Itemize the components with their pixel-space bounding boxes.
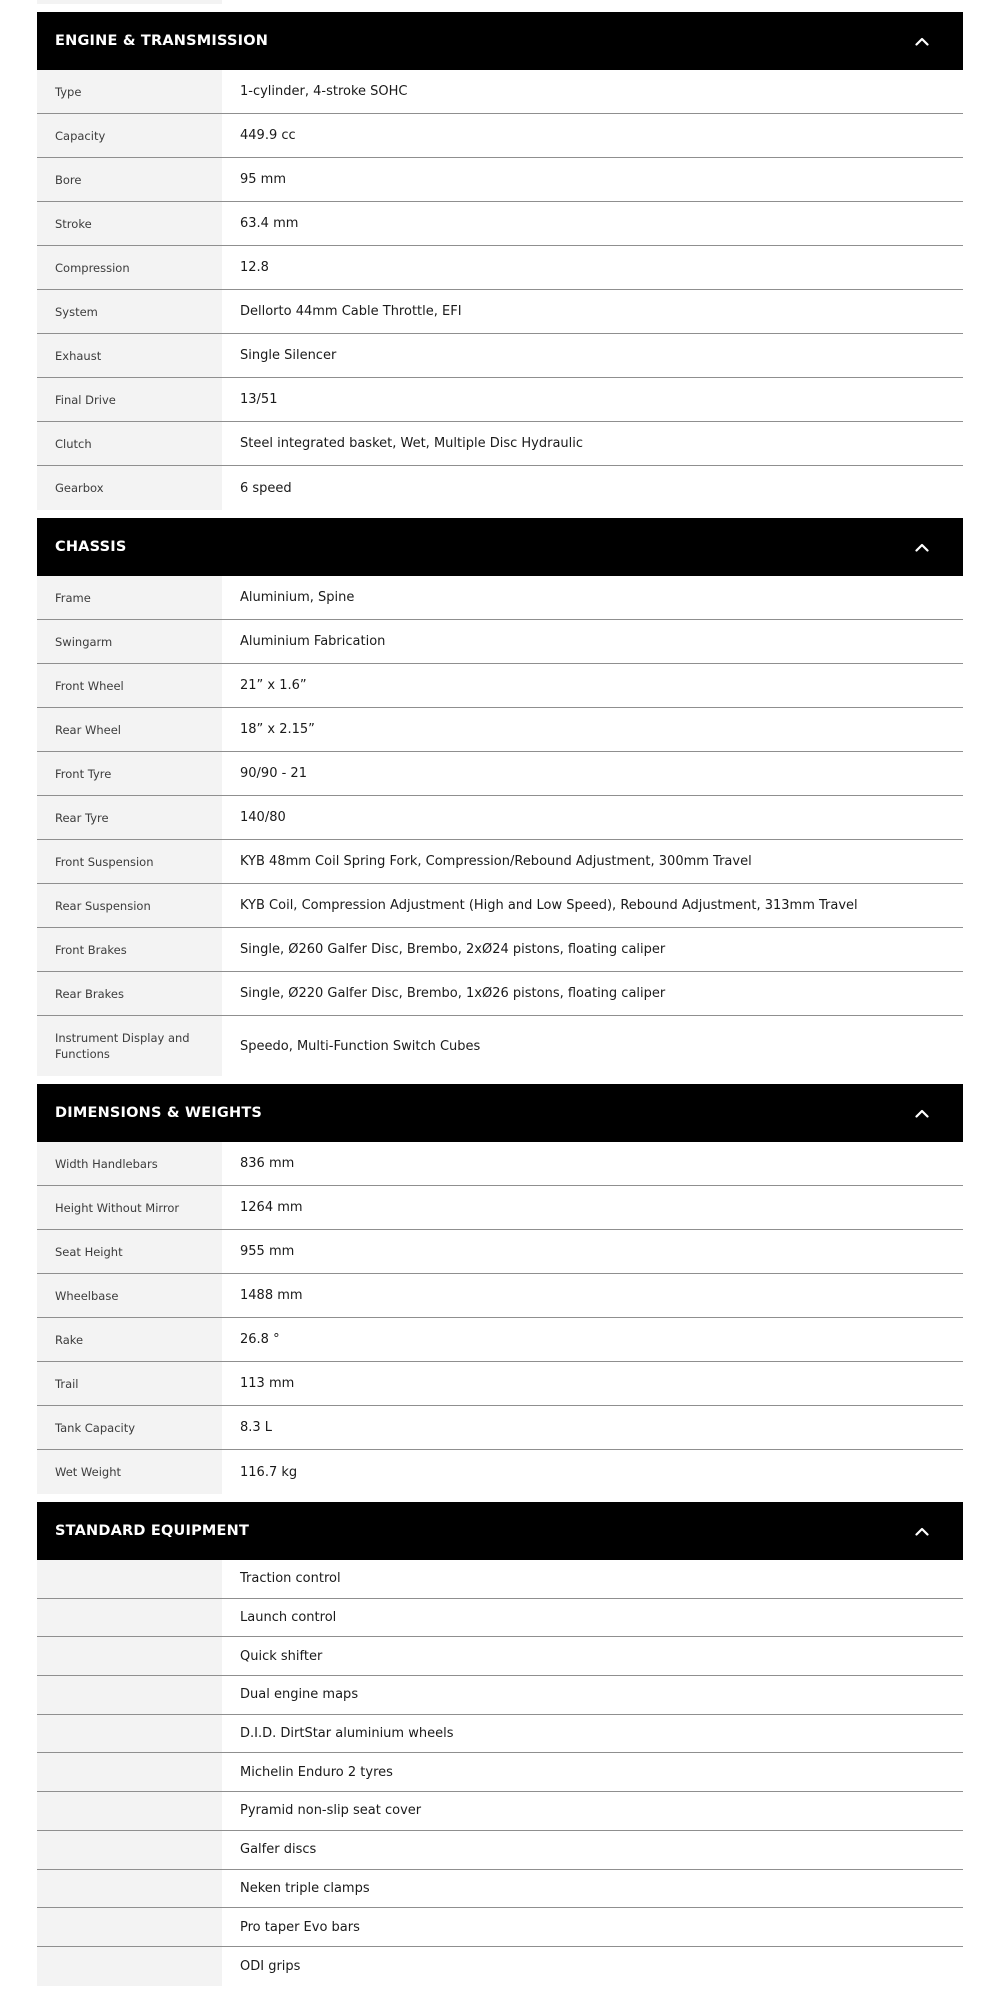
spec-label: Tank Capacity [37,1406,222,1449]
spec-value: 21” x 1.6” [240,678,307,693]
spec-row [37,796,963,840]
spec-label: Front Suspension [37,840,222,883]
spec-value: Pro taper Evo bars [240,1919,360,1935]
section-title: CHASSIS [55,539,127,555]
spec-value: 18” x 2.15” [240,722,315,737]
spec-value: 90/90 - 21 [240,766,307,781]
spec-row [37,422,963,466]
spec-value: 1488 mm [240,1288,303,1303]
chevron-up-icon[interactable] [911,30,933,52]
spec-value: Single, Ø260 Galfer Disc, Brembo, 2xØ24 pistons, floating caliper [240,942,666,957]
spec-value: Aluminium, Spine [240,590,355,605]
spec-row [37,708,963,752]
spec-row [37,1676,963,1715]
spec-value: D.I.D. DirtStar aluminium wheels [240,1726,454,1742]
spec-row [37,620,963,664]
spec-label: Wheelbase [37,1274,222,1317]
spec-label [37,1947,222,1986]
spec-row [37,290,963,334]
spec-label: Front Wheel [37,664,222,707]
spec-label: Front Brakes [37,928,222,971]
spec-label: Compression [37,246,222,289]
spec-row [37,1450,963,1494]
spec-value: Single, Ø220 Galfer Disc, Brembo, 1xØ26 pistons, floating caliper [240,986,666,1001]
spec-value: 95 mm [240,172,287,187]
spec-row [37,158,963,202]
spec-row [37,466,963,510]
spec-value: Speedo, Multi-Function Switch Cubes [240,1038,481,1054]
spec-label: Final Drive [37,378,222,421]
spec-row [37,840,963,884]
spec-label [37,1676,222,1714]
spec-label [37,1560,222,1598]
spec-label [37,1599,222,1637]
spec-value: 12.8 [240,260,269,275]
spec-value: Dual engine maps [240,1687,359,1703]
spec-label: Trail [37,1362,222,1405]
spec-row [37,1016,963,1076]
spec-value: 116.7 kg [240,1464,298,1480]
section-dimensions-and-weights [37,1084,963,1494]
spec-value: Traction control [240,1571,341,1587]
spec-value: 13/51 [240,392,278,407]
spec-row [37,1318,963,1362]
spec-label: Rear Tyre [37,796,222,839]
spec-label: Wet Weight [37,1450,222,1494]
spec-row [37,1637,963,1676]
spec-row [37,884,963,928]
spec-label [37,1831,222,1869]
spec-row [37,1362,963,1406]
spec-label: Clutch [37,422,222,465]
spec-label: Type [37,70,222,113]
section-header-dimensions-and-weights[interactable] [37,1084,963,1142]
spec-page [37,0,963,1986]
spec-label: Stroke [37,202,222,245]
spec-value: 63.4 mm [240,216,299,231]
spec-label: Rake [37,1318,222,1361]
spec-row [37,1560,963,1599]
spec-label: Front Tyre [37,752,222,795]
spec-row [37,928,963,972]
spec-label: Instrument Display and Functions [37,1016,222,1076]
spec-row [37,378,963,422]
spec-label: Bore [37,158,222,201]
spec-value: 1264 mm [240,1200,303,1215]
spec-label [37,1792,222,1830]
spec-row [37,752,963,796]
spec-label: Rear Brakes [37,972,222,1015]
spec-label: Height Without Mirror [37,1186,222,1229]
spec-row [37,1831,963,1870]
spec-value: Michelin Enduro 2 tyres [240,1764,393,1780]
chevron-up-icon[interactable] [911,1102,933,1124]
spec-label: System [37,290,222,333]
spec-label: Frame [37,576,222,619]
spec-row [37,1230,963,1274]
spec-label [37,1753,222,1791]
spec-value: Launch control [240,1610,337,1626]
spec-row [37,202,963,246]
spec-value: KYB 48mm Coil Spring Fork, Compression/Rebound Adjustment, 300mm Travel [240,854,752,869]
spec-row [37,1908,963,1947]
spec-row [37,972,963,1016]
spec-label: Width Handlebars [37,1142,222,1185]
section-chassis [37,518,963,1076]
spec-value: Steel integrated basket, Wet, Multiple Disc Hydraulic [240,436,584,451]
spec-value: 836 mm [240,1156,295,1171]
spec-label: Seat Height [37,1230,222,1273]
spec-value: 6 speed [240,480,292,496]
spec-row [37,1753,963,1792]
section-header-engine-and-transmission[interactable] [37,12,963,70]
chevron-up-icon[interactable] [911,1520,933,1542]
spec-label: Rear Wheel [37,708,222,751]
spec-value: 113 mm [240,1376,295,1391]
previous-section-edge [37,0,222,4]
spec-label [37,1715,222,1753]
spec-label [37,1870,222,1908]
spec-row [37,1792,963,1831]
spec-value: Aluminium Fabrication [240,634,386,649]
spec-label: Capacity [37,114,222,157]
spec-value: Neken triple clamps [240,1880,370,1896]
spec-value: Dellorto 44mm Cable Throttle, EFI [240,304,462,319]
section-engine-and-transmission [37,12,963,510]
spec-value: Single Silencer [240,348,337,363]
spec-value: 449.9 cc [240,128,296,143]
section-title: ENGINE & TRANSMISSION [55,33,269,49]
spec-value: 26.8 ° [240,1332,280,1347]
spec-row [37,1406,963,1450]
spec-row [37,1870,963,1909]
spec-row [37,1186,963,1230]
spec-label: Gearbox [37,466,222,510]
spec-label [37,1637,222,1675]
spec-value: 140/80 [240,810,286,825]
spec-row [37,1142,963,1186]
spec-label: Exhaust [37,334,222,377]
spec-value: 955 mm [240,1244,295,1259]
spec-value: Pyramid non-slip seat cover [240,1803,422,1819]
chevron-up-icon[interactable] [911,536,933,558]
spec-row [37,334,963,378]
spec-row [37,1715,963,1754]
section-title: STANDARD EQUIPMENT [55,1523,250,1539]
spec-row [37,114,963,158]
spec-row [37,1274,963,1318]
spec-row [37,1947,963,1986]
spec-value: ODI grips [240,1958,301,1974]
spec-row [37,246,963,290]
section-header-standard-equipment[interactable] [37,1502,963,1560]
spec-row [37,576,963,620]
spec-sections [37,12,963,1986]
spec-row [37,664,963,708]
section-header-chassis[interactable] [37,518,963,576]
spec-value: Quick shifter [240,1648,323,1664]
spec-label: Rear Suspension [37,884,222,927]
spec-value: KYB Coil, Compression Adjustment (High and Low Speed), Rebound Adjustment, 313mm Travel [240,898,858,913]
spec-value: 1-cylinder, 4-stroke SOHC [240,84,408,99]
spec-label [37,1908,222,1946]
spec-row [37,70,963,114]
section-title: DIMENSIONS & WEIGHTS [55,1105,263,1121]
spec-value: Galfer discs [240,1842,317,1858]
spec-row [37,1599,963,1638]
spec-value: 8.3 L [240,1420,273,1435]
spec-label: Swingarm [37,620,222,663]
section-standard-equipment [37,1502,963,1986]
